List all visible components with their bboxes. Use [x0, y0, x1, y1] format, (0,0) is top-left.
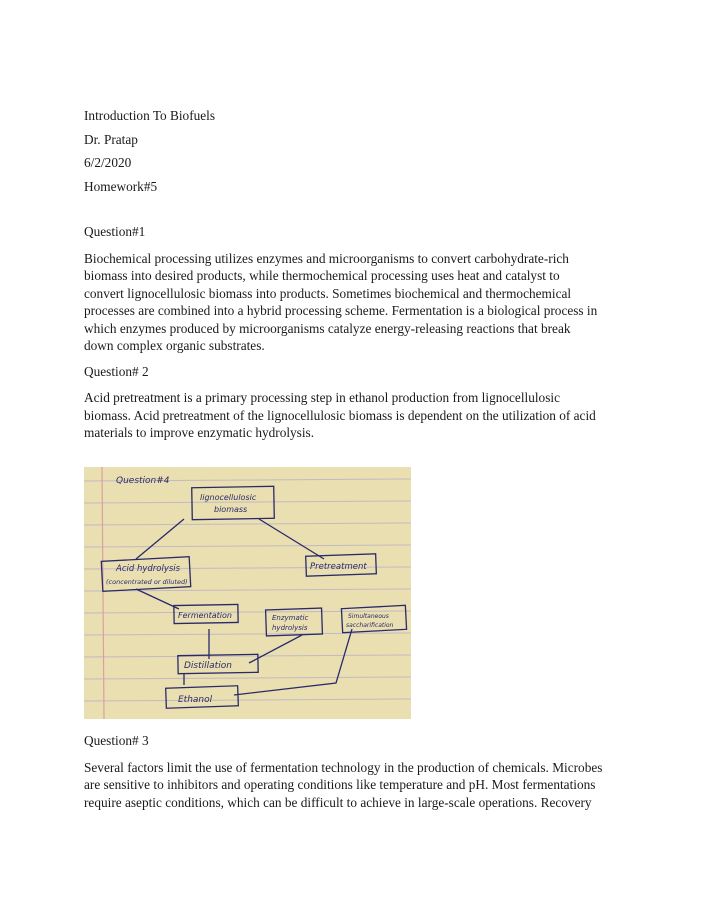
- sketch-heading: Question#4: [116, 476, 170, 486]
- assignment-name: Homework#5: [84, 178, 158, 194]
- question-1-heading: Question#1: [84, 224, 146, 239]
- paragraph-line: convert lignocellulosic biomass into products. Sometimes biochemical and thermochemical: [84, 285, 572, 301]
- question-2-heading: Question# 2: [84, 363, 149, 379]
- node-enzymatic-line1: Enzymatic: [272, 614, 309, 622]
- node-ethanol: Ethanol: [178, 695, 213, 705]
- question-3-answer: [84, 759, 644, 812]
- node-acid-line2: (concentrated or diluted): [106, 578, 188, 586]
- handwritten-flowchart-photo: [84, 467, 411, 719]
- margin-line: [102, 467, 104, 719]
- paragraph-line: Acid pretreatment is a primary processing step in ethanol production from lignocellulosic: [84, 390, 560, 405]
- paragraph-line: biomass. Acid pretreatment of the lignocellulosic biomass is dependent on the utilization of acid: [84, 407, 596, 423]
- document-body: [84, 107, 644, 442]
- node-ssf-line2: saccharification: [346, 622, 394, 629]
- question-1-answer: [84, 250, 644, 355]
- node-distillation: Distillation: [184, 661, 232, 671]
- paragraph-line: processes are combined into a hybrid processing scheme. Fermentation is a biological process in: [84, 303, 598, 318]
- flowchart-sketch: [84, 467, 411, 719]
- course-title: Introduction To Biofuels: [84, 108, 216, 123]
- node-enzymatic-line2: hydrolysis: [272, 624, 308, 632]
- paragraph-line: Several factors limit the use of fermentation technology in the production of chemicals. Microbes: [84, 759, 603, 775]
- paragraph-line: down complex organic substrates.: [84, 338, 265, 353]
- submission-date: 6/2/2020: [84, 155, 132, 170]
- node-ssf-line1: Simultaneous: [348, 613, 389, 620]
- paragraph-line: biomass into desired products, while thermochemical processing uses heat and catalyst to: [84, 268, 560, 283]
- paragraph-line: Biochemical processing utilizes enzymes and microorganisms to convert carbohydrate-rich: [84, 250, 569, 266]
- question-3-heading: Question# 3: [84, 733, 149, 748]
- node-biomass-line1: lignocellulosic: [200, 493, 257, 502]
- paragraph-line: are sensitive to inhibitors and operating conditions like temperature and pH. Most fermentations: [84, 777, 596, 792]
- paragraph-line: materials to improve enzymatic hydrolysis.: [84, 425, 315, 440]
- question-2-answer: [84, 389, 644, 442]
- node-biomass-line2: biomass: [214, 505, 248, 514]
- question-3-block: [84, 732, 644, 811]
- node-acid-line1: Acid hydrolysis: [116, 564, 181, 574]
- paragraph-line: which enzymes produced by microorganisms catalyze energy-releasing reactions that break: [84, 320, 571, 336]
- node-pretreatment: Pretreatment: [310, 562, 367, 572]
- node-fermentation: Fermentation: [178, 611, 232, 620]
- flow-boxes: [101, 486, 406, 708]
- paragraph-line: require aseptic conditions, which can be difficult to achieve in large-scale operations. Recovery: [84, 794, 592, 810]
- instructor-name: Dr. Pratap: [84, 131, 138, 147]
